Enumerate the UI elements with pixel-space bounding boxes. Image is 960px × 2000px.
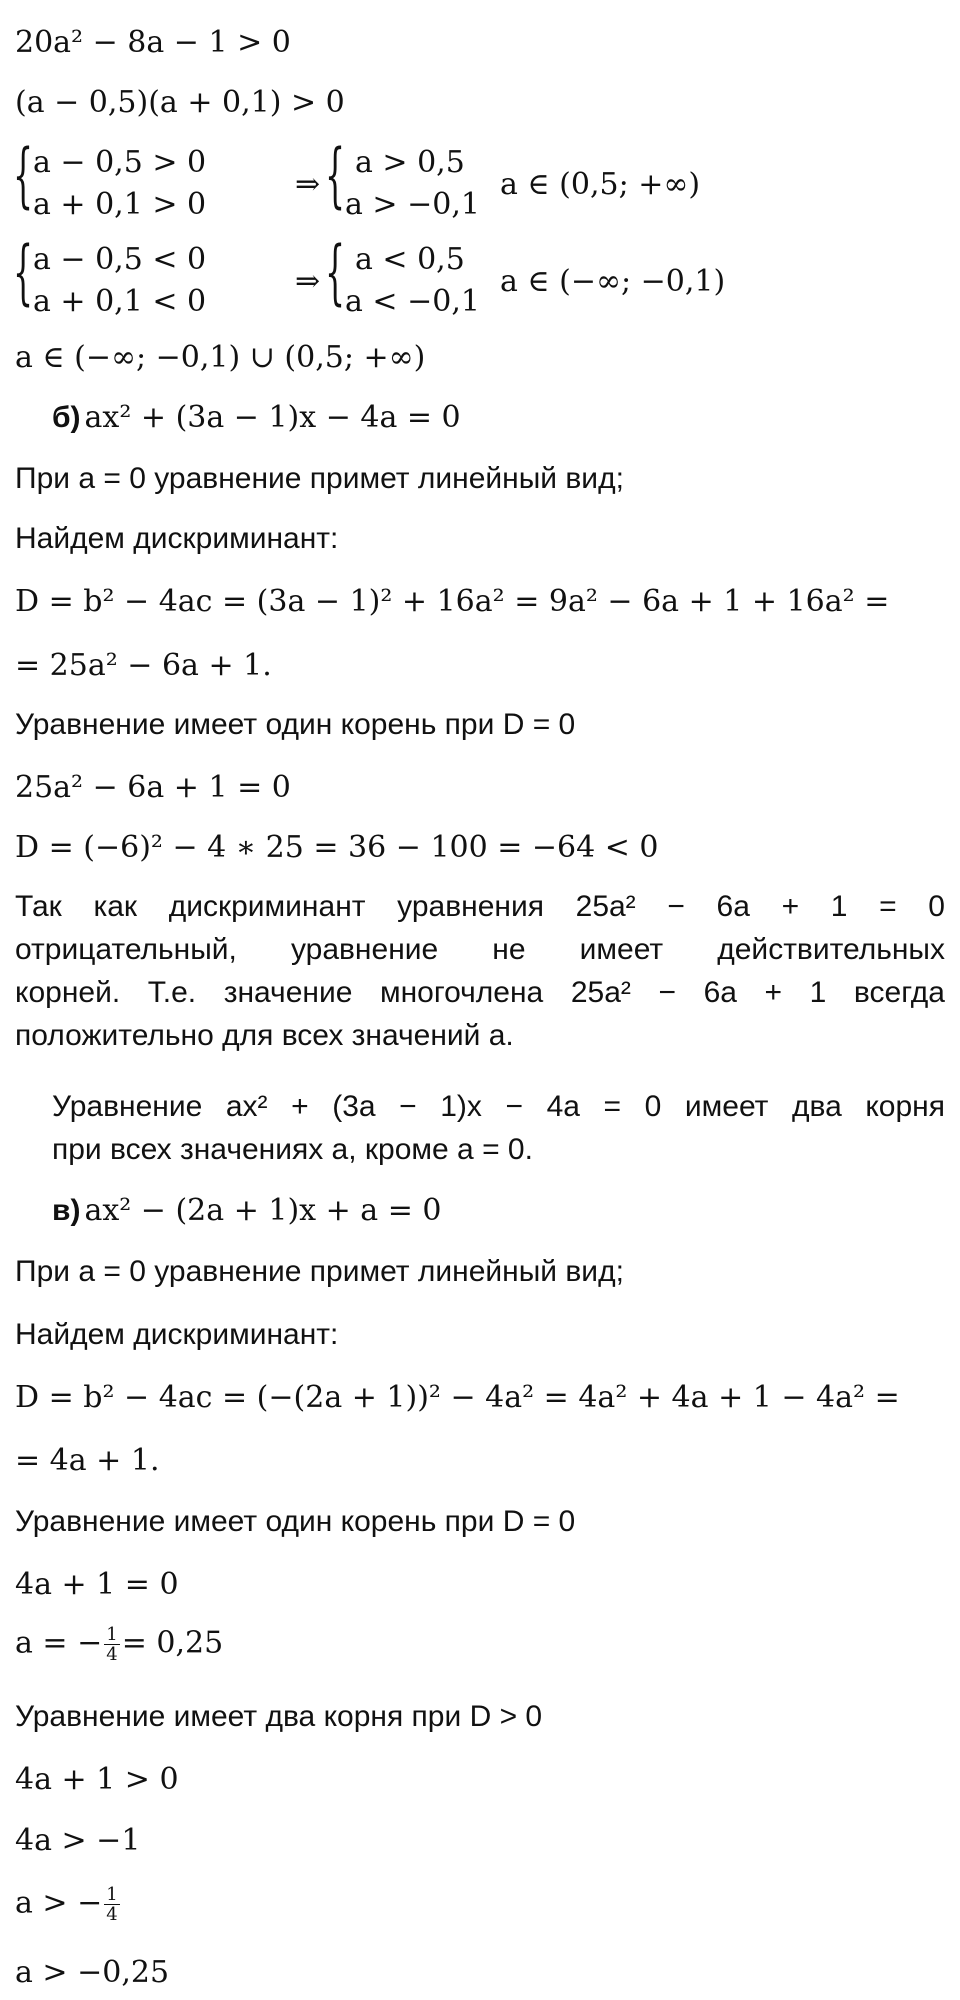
paragraph-line: корней. Т.е. значение многочлена 25a² − 6a + 1 всегда (15, 976, 945, 1009)
fraction-numerator: 1 (106, 1624, 118, 1645)
two-roots-condition: Уравнение имеет два корня при D > 0 (15, 1700, 543, 1733)
conclusion-paragraph (52, 1085, 945, 1171)
inequality-line: 4a + 1 > 0 (15, 1762, 179, 1797)
paragraph-line: положительно для всех значений a. (15, 1019, 514, 1052)
inequality-line: 4a > −1 (15, 1823, 141, 1858)
one-root-condition: Уравнение имеет один корень при D = 0 (15, 708, 576, 741)
part-label: в) (52, 1194, 81, 1227)
linear-case-text: При a = 0 уравнение примет линейный вид; (15, 462, 624, 495)
system-brace: { (13, 134, 34, 216)
system-line: a + 0,1 > 0 (33, 187, 207, 222)
system-brace: { (13, 231, 34, 313)
final-inequality: a > −0,25 (15, 1955, 170, 1990)
part-equation: ax² + (3a − 1)x − 4a = 0 (84, 400, 461, 435)
system-line: a > −0,1 (345, 187, 480, 222)
part-b-heading (52, 400, 461, 435)
fraction-numerator: 1 (106, 1884, 118, 1905)
fraction (104, 1885, 119, 1924)
expression-part: a > − (15, 1885, 103, 1921)
fraction (104, 1625, 119, 1664)
paragraph-line: Уравнение ax² + (3a − 1)x − 4a = 0 имеет два корня (52, 1090, 945, 1123)
equation-line: 4a + 1 = 0 (15, 1567, 179, 1602)
paragraph-line: при всех значениях a, кроме a = 0. (52, 1133, 533, 1166)
one-root-condition: Уравнение имеет один корень при D = 0 (15, 1505, 576, 1538)
fraction-denominator: 4 (106, 1644, 118, 1665)
system-brace: { (325, 134, 346, 216)
expression-part: = 0,25 (121, 1625, 224, 1661)
part-label: б) (52, 401, 81, 434)
root-value-line (15, 1625, 223, 1664)
inequality-fraction-line (15, 1885, 122, 1924)
discriminant-title: Найдем дискриминант: (15, 1318, 339, 1351)
discriminant-formula: D = b² − 4ac = (3a − 1)² + 16a² = 9a² − 6a + 1 + 16a² = (15, 584, 890, 619)
fraction-denominator: 4 (106, 1904, 118, 1925)
implies-arrow: ⇒ (295, 167, 321, 202)
discriminant-result: = 4a + 1. (15, 1443, 160, 1478)
part-v-heading (52, 1193, 441, 1228)
paragraph-line: Так как дискриминант уравнения 25a² − 6a + 1 = 0 (15, 890, 945, 923)
factored-inequality: (a − 0,5)(a + 0,1) > 0 (15, 85, 345, 120)
system-line: a < 0,5 (355, 242, 465, 277)
explanation-paragraph (15, 885, 945, 1057)
equation-line: 25a² − 6a + 1 = 0 (15, 770, 291, 805)
system-result: a ∈ (0,5; +∞) (500, 167, 701, 202)
system-brace: { (325, 231, 346, 313)
system-line: a > 0,5 (355, 145, 465, 180)
system-line: a − 0,5 < 0 (33, 242, 207, 277)
system-result: a ∈ (−∞; −0,1) (500, 264, 726, 299)
part-equation: ax² − (2a + 1)x + a = 0 (84, 1193, 442, 1228)
system-line: a − 0,5 > 0 (33, 145, 207, 180)
inequality-line: 20a² − 8a − 1 > 0 (15, 25, 291, 60)
answer-line: a ∈ (−∞; −0,1) ∪ (0,5; +∞) (15, 340, 426, 375)
discriminant-result: = 25a² − 6a + 1. (15, 648, 272, 683)
discriminant-title: Найдем дискриминант: (15, 522, 339, 555)
system-line: a < −0,1 (345, 284, 480, 319)
discriminant-calc: D = (−6)² − 4 ∗ 25 = 36 − 100 = −64 < 0 (15, 830, 659, 865)
system-line: a + 0,1 < 0 (33, 284, 207, 319)
expression-part: a = − (15, 1625, 103, 1661)
linear-case-text: При a = 0 уравнение примет линейный вид; (15, 1255, 624, 1288)
implies-arrow: ⇒ (295, 264, 321, 299)
paragraph-line: отрицательный, уравнение не имеет действительных (15, 933, 945, 966)
discriminant-formula: D = b² − 4ac = (−(2a + 1))² − 4a² = 4a² + 4a + 1 − 4a² = (15, 1380, 900, 1415)
